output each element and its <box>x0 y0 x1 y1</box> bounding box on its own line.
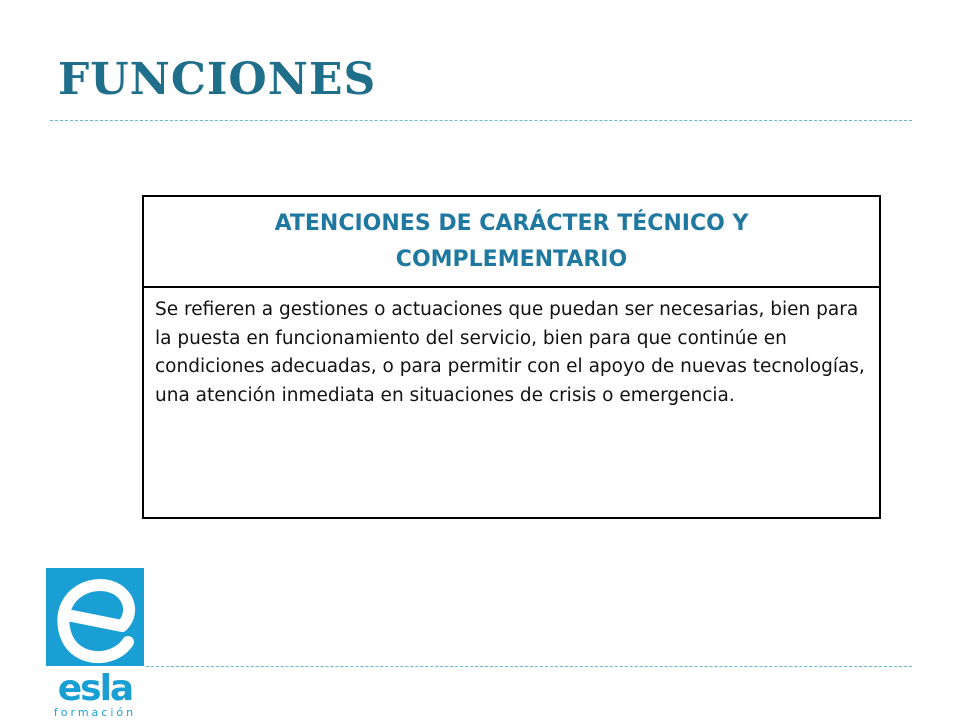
footer-divider <box>146 666 912 667</box>
info-table-body: Se refieren a gestiones o actuaciones que puedan ser necesarias, bien para la puesta en funcionamiento del servicio, bien para que continúe en condiciones adecuadas, o para permitir con el apoyo de nuevas tecnologías, una atención inmediata en situaciones de crisis o emergencia. <box>155 299 865 406</box>
svg-text:formación: formación <box>53 706 137 718</box>
info-table <box>142 195 881 519</box>
esla-logo <box>46 568 144 718</box>
info-table-heading: ATENCIONES DE CARÁCTER TÉCNICO Y COMPLEMENTARIO <box>274 210 749 272</box>
svg-text:esla: esla <box>57 668 133 709</box>
info-table-header <box>144 197 879 288</box>
slide-title: FUNCIONES <box>58 54 377 105</box>
title-divider <box>50 120 912 121</box>
